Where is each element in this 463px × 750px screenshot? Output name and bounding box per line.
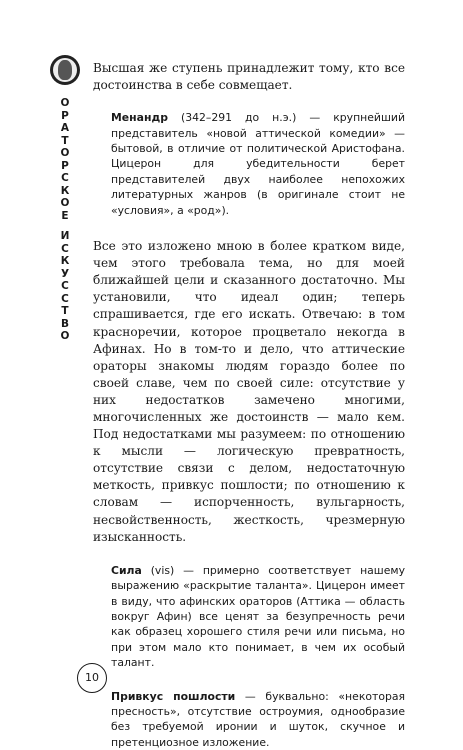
page-number: 10 bbox=[77, 663, 107, 693]
note-menander bbox=[93, 110, 405, 218]
vertical-title-letter: И bbox=[60, 230, 70, 242]
note-text: (342–291 до н.э.) — крупнейший представитель «новой аттической комедии» — бытовой, в отличие от политической Аристофана. Цицерон для убедительности берет представителей двух наиболее непохожих литературных жанров (в оригинале стоит не «условия», а «род»). bbox=[111, 111, 405, 217]
note-text: — буквально: «некоторая пресность», отсутствие остроумия, однообразие без требуемой иронии и шуток, скучное и претенциозное изложение. bbox=[111, 689, 405, 749]
vertical-title-letter: К bbox=[60, 255, 70, 267]
vertical-title-letter: О bbox=[60, 97, 70, 109]
vertical-title-letter: А bbox=[60, 122, 70, 134]
vertical-title-letter: Р bbox=[61, 159, 69, 172]
vertical-title-letter: У bbox=[60, 267, 70, 280]
paragraph-intro: Высшая же ступень принадлежит тому, кто все достоинства в себе совмещает. bbox=[93, 61, 405, 93]
vertical-title-letter: С bbox=[61, 280, 69, 292]
vertical-title-letter: К bbox=[60, 184, 70, 197]
note-term: Менандр bbox=[111, 111, 168, 125]
vertical-title-letter: Е bbox=[61, 209, 69, 222]
note-sila bbox=[93, 563, 405, 671]
paragraph-main: Все это изложено мною в более кратком виде, чем этого требовала тема, но для моей ближайшей цели и сказанного достаточно. Мы установили, что идеал один; теперь спрашивается, где его искать. Отвечаю: в том красноречии, которое процветало некогда в Афинах. Но в том-то и дело, что аттические ораторы знакомы людям гораздо более по своей славе, чем по своей силе: отсутствие у них недостатков замечено многими, многочисленных же достоинств — мало кем. Под недостатками мы разумеем: по отношению к мысли — логическую превратность, отсутствие связи с делом, недостаточную меткость, привкус пошлости; по отношению к словам — испорченность, вульгарность, несвойственность, жесткость, чрезмерную изысканность. bbox=[93, 239, 405, 544]
note-poshlost bbox=[93, 689, 405, 750]
vertical-title-letter: Р bbox=[61, 109, 69, 122]
vertical-title-letter: Т bbox=[61, 305, 69, 317]
vertical-title-line1 bbox=[50, 97, 80, 222]
vertical-title-letter: О bbox=[60, 330, 70, 342]
page-content bbox=[93, 60, 405, 750]
vertical-title-letter: В bbox=[60, 317, 69, 330]
note-term: Сила bbox=[111, 563, 142, 577]
portrait-emblem-icon bbox=[50, 55, 80, 85]
vertical-title-letter: С bbox=[61, 172, 69, 184]
vertical-title-letter: С bbox=[61, 242, 69, 255]
vertical-title-letter: О bbox=[60, 197, 70, 209]
note-text: (vis) — примерно соответствует нашему выражению «раскрытие таланта». Цицерон имеет в виду, что афинских ораторов (Аттика — область вокруг Афин) все ценят за безупречность речи как образец хорошего стиля речи или письма, но при этом мало кто понимает, в чем их особый талант. bbox=[111, 563, 405, 670]
vertical-title-letter: О bbox=[60, 147, 70, 159]
note-term: Привкус пошлости bbox=[111, 689, 236, 703]
vertical-title-letter: С bbox=[61, 292, 69, 305]
vertical-title-letter: Т bbox=[61, 134, 69, 147]
vertical-title-line2 bbox=[50, 230, 80, 343]
